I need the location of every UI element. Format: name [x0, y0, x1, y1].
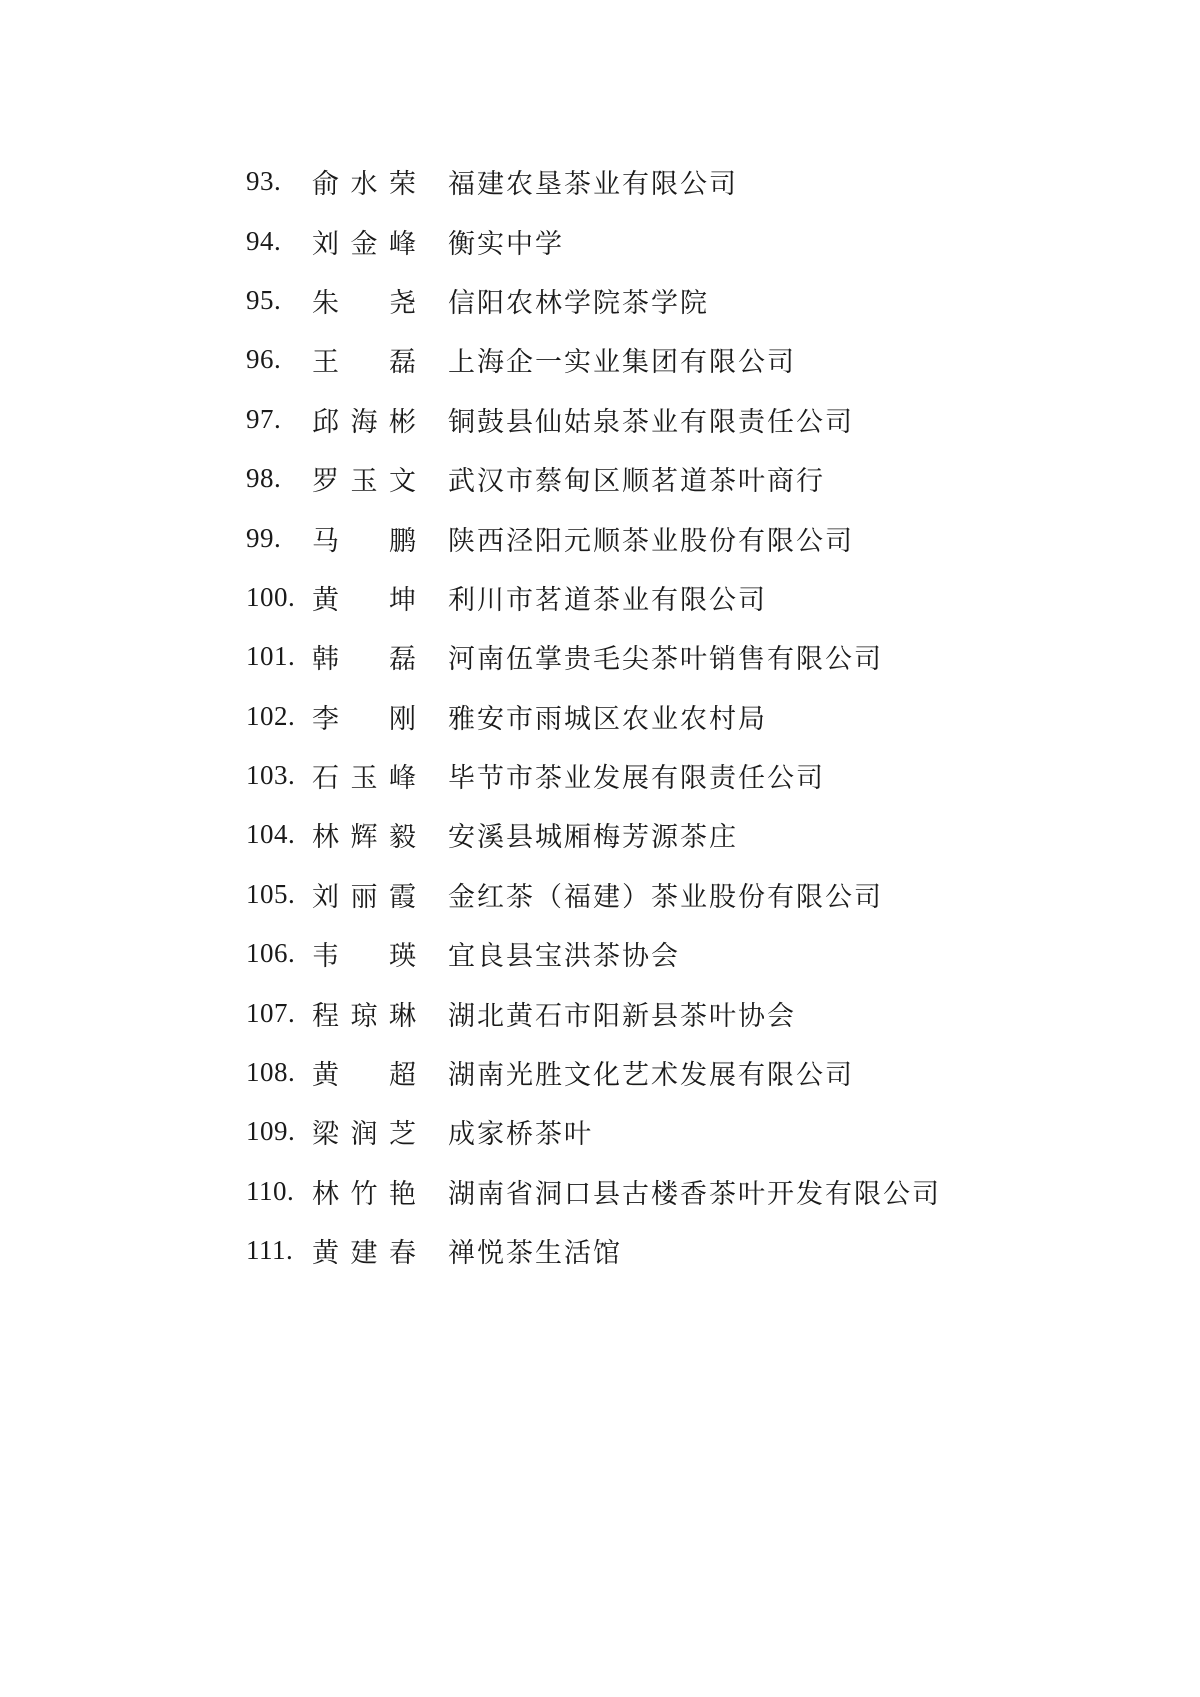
organization: 福建农垦茶业有限公司: [448, 169, 738, 201]
person-name: 黄 超: [312, 1060, 418, 1092]
name-list: [246, 152, 941, 1280]
list-item: [246, 1043, 941, 1102]
list-item: [246, 746, 941, 805]
organization: 金红茶（福建）茶业股份有限公司: [448, 881, 883, 913]
list-item: [246, 390, 941, 449]
organization: 上海企一实业集团有限公司: [448, 347, 796, 379]
organization: 宜良县宝洪茶协会: [448, 941, 680, 973]
list-item: [246, 687, 941, 746]
person-name: 刘金峰: [312, 228, 418, 260]
person-name: 林竹艳: [312, 1178, 418, 1210]
item-number: 93.: [246, 166, 282, 197]
list-item: [246, 449, 941, 508]
item-number: 96.: [246, 344, 282, 375]
person-name: 石玉峰: [312, 763, 418, 795]
person-name: 梁润芝: [312, 1119, 418, 1151]
person-name: 韩 磊: [312, 644, 418, 676]
organization: 铜鼓县仙姑泉茶业有限责任公司: [448, 406, 854, 438]
list-item: [246, 1162, 941, 1221]
organization: 成家桥茶叶: [448, 1119, 593, 1151]
organization: 衡实中学: [448, 228, 564, 260]
organization: 湖南省洞口县古楼香茶叶开发有限公司: [448, 1178, 941, 1210]
item-number: 105.: [246, 878, 296, 909]
item-number: 107.: [246, 997, 296, 1028]
item-number: 99.: [246, 522, 282, 553]
organization: 安溪县城厢梅芳源茶庄: [448, 822, 738, 854]
organization: 湖南光胜文化艺术发展有限公司: [448, 1060, 854, 1092]
person-name: 王 磊: [312, 347, 418, 379]
item-number: 101.: [246, 641, 296, 672]
organization: 禅悦茶生活馆: [448, 1238, 622, 1270]
organization: 陕西泾阳元顺茶业股份有限公司: [448, 525, 854, 557]
item-number: 98.: [246, 463, 282, 494]
person-name: 马 鹏: [312, 525, 418, 557]
list-item: [246, 805, 941, 864]
person-name: 朱 尧: [312, 287, 418, 319]
organization: 河南伍掌贵毛尖茶叶销售有限公司: [448, 644, 883, 676]
person-name: 黄 坤: [312, 584, 418, 616]
organization: 信阳农林学院茶学院: [448, 287, 709, 319]
person-name: 刘丽霞: [312, 881, 418, 913]
organization: 利川市茗道茶业有限公司: [448, 584, 767, 616]
item-number: 106.: [246, 938, 296, 969]
organization: 武汉市蔡甸区顺茗道茶叶商行: [448, 466, 825, 498]
list-item: [246, 865, 941, 924]
item-number: 97.: [246, 403, 282, 434]
person-name: 黄建春: [312, 1238, 418, 1270]
organization: 毕节市茶业发展有限责任公司: [448, 763, 825, 795]
item-number: 95.: [246, 284, 282, 315]
person-name: 李 刚: [312, 703, 418, 735]
item-number: 111.: [246, 1235, 294, 1266]
item-number: 110.: [246, 1175, 295, 1206]
person-name: 邱海彬: [312, 406, 418, 438]
list-item: [246, 627, 941, 686]
item-number: 108.: [246, 1057, 296, 1088]
list-item: [246, 568, 941, 627]
list-item: [246, 211, 941, 270]
item-number: 100.: [246, 581, 296, 612]
person-name: 韦 瑛: [312, 941, 418, 973]
organization: 湖北黄石市阳新县茶叶协会: [448, 1000, 796, 1032]
person-name: 俞水荣: [312, 169, 418, 201]
item-number: 103.: [246, 760, 296, 791]
item-number: 104.: [246, 819, 296, 850]
item-number: 102.: [246, 700, 296, 731]
person-name: 林辉毅: [312, 822, 418, 854]
list-item: [246, 330, 941, 389]
person-name: 罗玉文: [312, 466, 418, 498]
list-item: [246, 1102, 941, 1161]
list-item: [246, 271, 941, 330]
item-number: 94.: [246, 225, 282, 256]
list-item: [246, 983, 941, 1042]
list-item: [246, 1221, 941, 1280]
list-item: [246, 152, 941, 211]
person-name: 程琼琳: [312, 1000, 418, 1032]
list-item: [246, 508, 941, 567]
item-number: 109.: [246, 1116, 296, 1147]
organization: 雅安市雨城区农业农村局: [448, 703, 767, 735]
list-item: [246, 924, 941, 983]
